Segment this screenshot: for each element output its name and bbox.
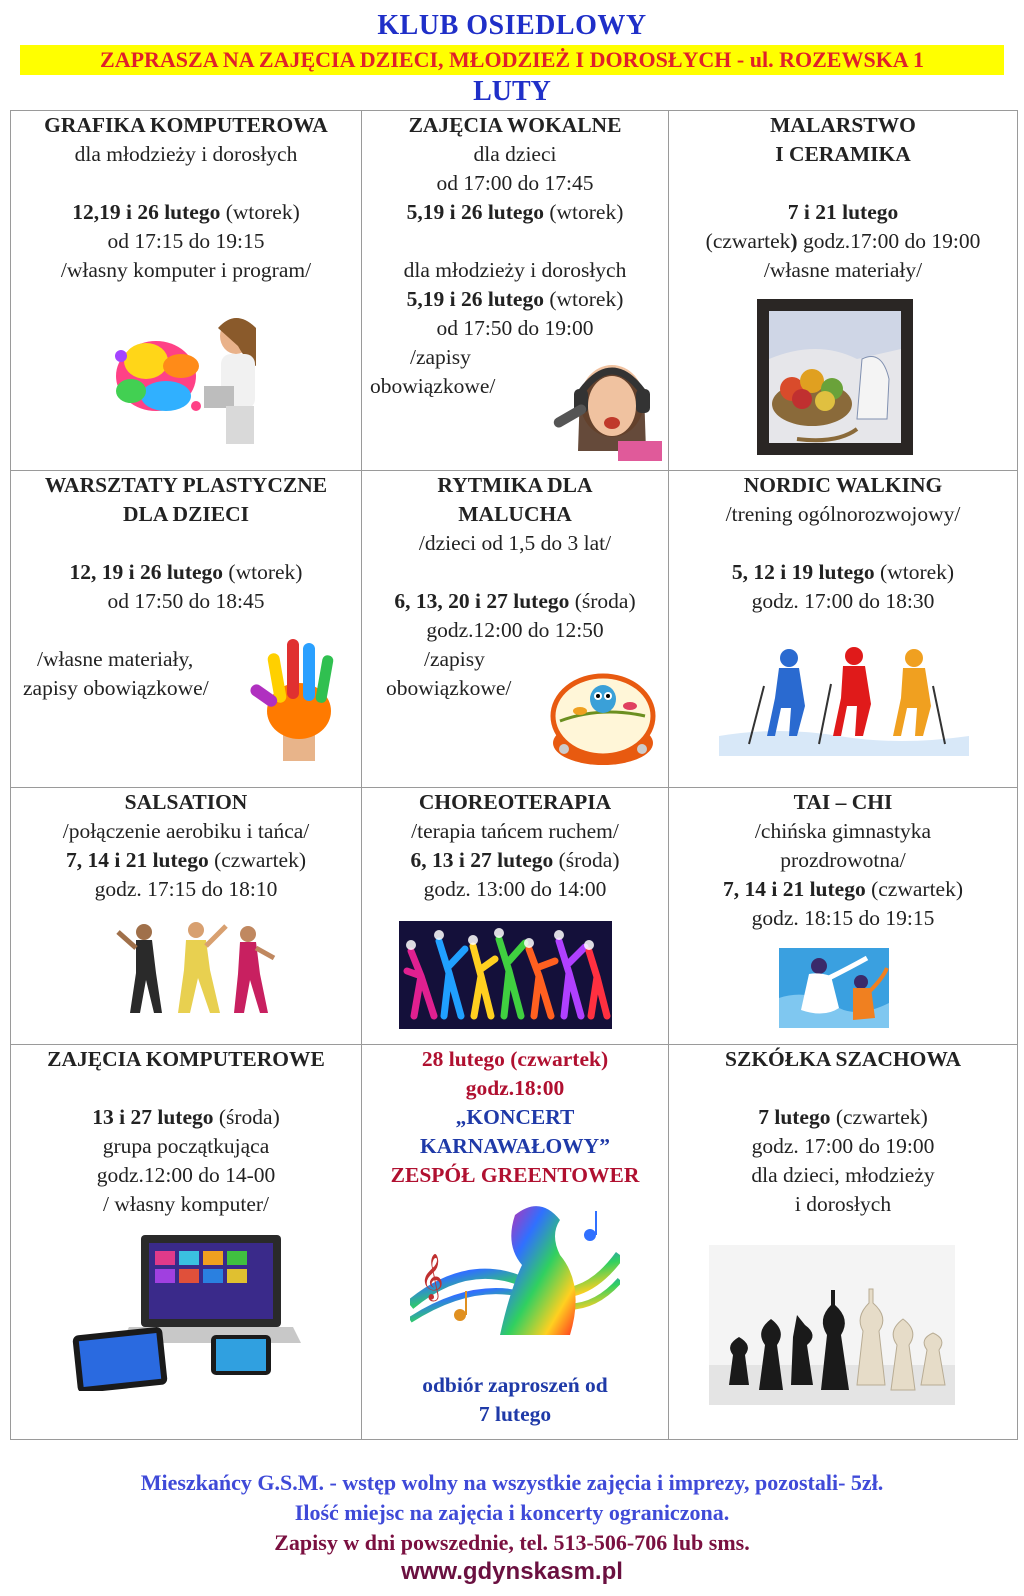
salsa-dancers-photo [116,918,276,1018]
cell-koncert [362,1045,669,1440]
cell-wokalne [362,111,669,471]
activity-audience: dla młodzieży i dorosłych [403,258,627,282]
activity-title: GRAFIKA KOMPUTEROWA [44,113,328,137]
activity-title: ZAJĘCIA KOMPUTEROWE [47,1047,325,1072]
activity-day: (środa) [213,1105,280,1130]
activity-description: /terapia tańcem ruchem/ [411,818,619,843]
footer-signup-info: Zapisy w dni powszednie, tel. 513-506-706 lub sms. [274,1530,750,1555]
activity-title: WARSZTATY PLASTYCZNE [44,473,328,498]
svg-text:𝄞: 𝄞 [420,1254,444,1301]
cell-rytmika [362,471,669,788]
cell-warsztaty [11,471,362,788]
activity-time: godz.17:00 do 19:00 [797,229,981,253]
activity-time: godz. 13:00 do 14:00 [423,876,607,901]
activity-day: (środa) [553,847,620,872]
activity-day: (środa) [569,589,636,614]
ceramic-tile-fruit-photo [757,299,913,455]
activity-title: RYTMIKA DLA [437,473,593,498]
month-heading: LUTY [473,76,551,107]
activity-day: (czwartek [705,229,791,253]
activity-title: SZKÓŁKA SZACHOWA [725,1047,961,1072]
activity-dates: 5, 12 i 19 lutego [731,560,875,585]
activity-time: od 17:00 do 17:45 [436,171,594,195]
schedule-table [10,110,1018,1440]
cell-malarstwo [669,111,1018,471]
activity-description: /trening ogólnorozwojowy/ [725,502,961,527]
activity-day: (wtorek) [543,287,624,311]
activity-audience: i dorosłych [794,1192,892,1217]
activity-title: CHOREOTERAPIA [418,789,612,814]
activity-description: /połączenie aerobiku i tańca/ [62,818,310,843]
activity-time: godz.12:00 do 12:50 [426,618,604,643]
footer-capacity-info: Ilość miejsc na zajęcia i koncerty ograniczona. [294,1500,730,1525]
cell-choreo [362,787,669,1045]
activity-dates: 13 i 27 lutego [92,1105,214,1130]
concert-band: ZESPÓŁ GREENTOWER [390,1163,640,1188]
footer-entry-info: Mieszkańcy G.S.M. - wstęp wolny na wszystkie zajęcia i imprezy, pozostali- 5zł. [140,1470,884,1495]
laptop-tablets-photo [71,1231,301,1391]
activity-audience: dla dzieci, młodzieży [751,1163,935,1188]
activity-note: /własne materiały/ [763,258,923,282]
activity-audience: /dzieci od 1,5 do 3 lat/ [418,531,612,556]
activity-title: NORDIC WALKING [743,473,943,498]
activity-title: DLA DZIECI [122,502,250,527]
activity-title: MALARSTWO [770,113,916,137]
activity-dates: 6, 13, 20 i 27 lutego [394,589,570,614]
activity-dates: 5,19 i 26 lutego [406,200,544,224]
activity-day: (czwartek) [830,1105,928,1130]
concert-name: KARNAWAŁOWY” [420,1134,610,1159]
cell-nordic [669,471,1018,788]
activity-note: / własny komputer/ [102,1192,269,1217]
activity-description: /chińska gimnastyka [754,818,932,843]
invitation-pickup: odbiór zaproszeń od [422,1373,608,1398]
cell-grafika [11,111,362,471]
activity-dates: 7 lutego [758,1105,831,1130]
activity-title: TAI – CHI [793,789,893,814]
activity-time: godz. 17:15 do 18:10 [94,876,278,901]
music-notes-silhouette-illustration [410,1195,620,1347]
tai-chi-illustration [779,948,889,1028]
activity-dates: 5,19 i 26 lutego [406,287,544,311]
activity-day: (czwartek) [208,847,306,872]
activity-title: MALUCHA [458,502,572,527]
subtitle-banner: ZAPRASZA NA ZAJĘCIA DZIECI, MŁODZIEŻ I DOROSŁYCH - ul. ROZEWSKA 1 [20,45,1004,75]
owl-tambourine-photo [550,671,656,771]
activity-description: prozdrowotna/ [780,847,906,872]
activity-note: /zapisy [410,345,471,369]
concert-date: 28 lutego (czwartek) [421,1047,609,1072]
activity-title: ZAJĘCIA WOKALNE [408,113,622,137]
website-link[interactable]: www.gdynskasm.pl [401,1558,623,1585]
activity-time: od 17:50 do 19:00 [436,316,594,340]
activity-day: (wtorek) [874,560,955,585]
activity-title: SALSATION [124,789,248,814]
activity-note: /zapisy [424,647,485,672]
activity-note: zapisy obowiązkowe/ [23,676,209,701]
chess-pieces-photo [709,1245,955,1405]
nordic-walkers-illustration [719,636,969,756]
activity-note: obowiązkowe/ [386,676,512,701]
cell-komputerowe [11,1045,362,1440]
colorful-dancers-illustration [399,921,612,1029]
singer-headphones-photo [522,351,662,461]
activity-time: od 17:50 do 18:45 [107,589,265,614]
activity-dates: 7 i 21 lutego [787,200,899,224]
concert-time: godz.18:00 [465,1076,565,1101]
cell-salsation [11,787,362,1045]
activity-time: godz. 17:00 do 18:30 [751,589,935,614]
activity-time: od 17:15 do 19:15 [107,229,265,253]
activity-note: /własny komputer i program/ [60,258,312,282]
activity-dates: 7, 14 i 21 lutego [722,876,866,901]
activity-day: (wtorek) [223,560,303,585]
activity-day: (wtorek) [220,200,300,224]
activity-note: /własne materiały, [37,647,194,672]
activity-audience: dla młodzieży i dorosłych [74,142,298,166]
activity-dates: 6, 13 i 27 lutego [410,847,554,872]
concert-name: „KONCERT [455,1105,575,1130]
activity-title: I CERAMIKA [775,142,911,166]
invitation-pickup: 7 lutego [478,1402,552,1427]
activity-note: obowiązkowe/ [370,374,496,398]
activity-time: godz. 18:15 do 19:15 [751,905,935,930]
cell-taichi [669,787,1018,1045]
activity-group: grupa początkująca [102,1134,270,1159]
cell-szachy [669,1045,1018,1440]
activity-day-paren: ) [790,229,798,253]
activity-dates: 12,19 i 26 lutego [72,200,221,224]
page-title: KLUB OSIEDLOWY [377,10,647,41]
painted-hand-photo [243,631,353,761]
activity-time: godz. 17:00 do 19:00 [751,1134,935,1159]
activity-dates: 7, 14 i 21 lutego [65,847,209,872]
activity-audience: dla dzieci [473,142,557,166]
activity-day: (wtorek) [543,200,624,224]
activity-time: godz.12:00 do 14-00 [96,1163,276,1188]
activity-day: (czwartek) [865,876,963,901]
paint-splash-girl-photo [106,306,286,446]
activity-dates: 12, 19 i 26 lutego [69,560,224,585]
